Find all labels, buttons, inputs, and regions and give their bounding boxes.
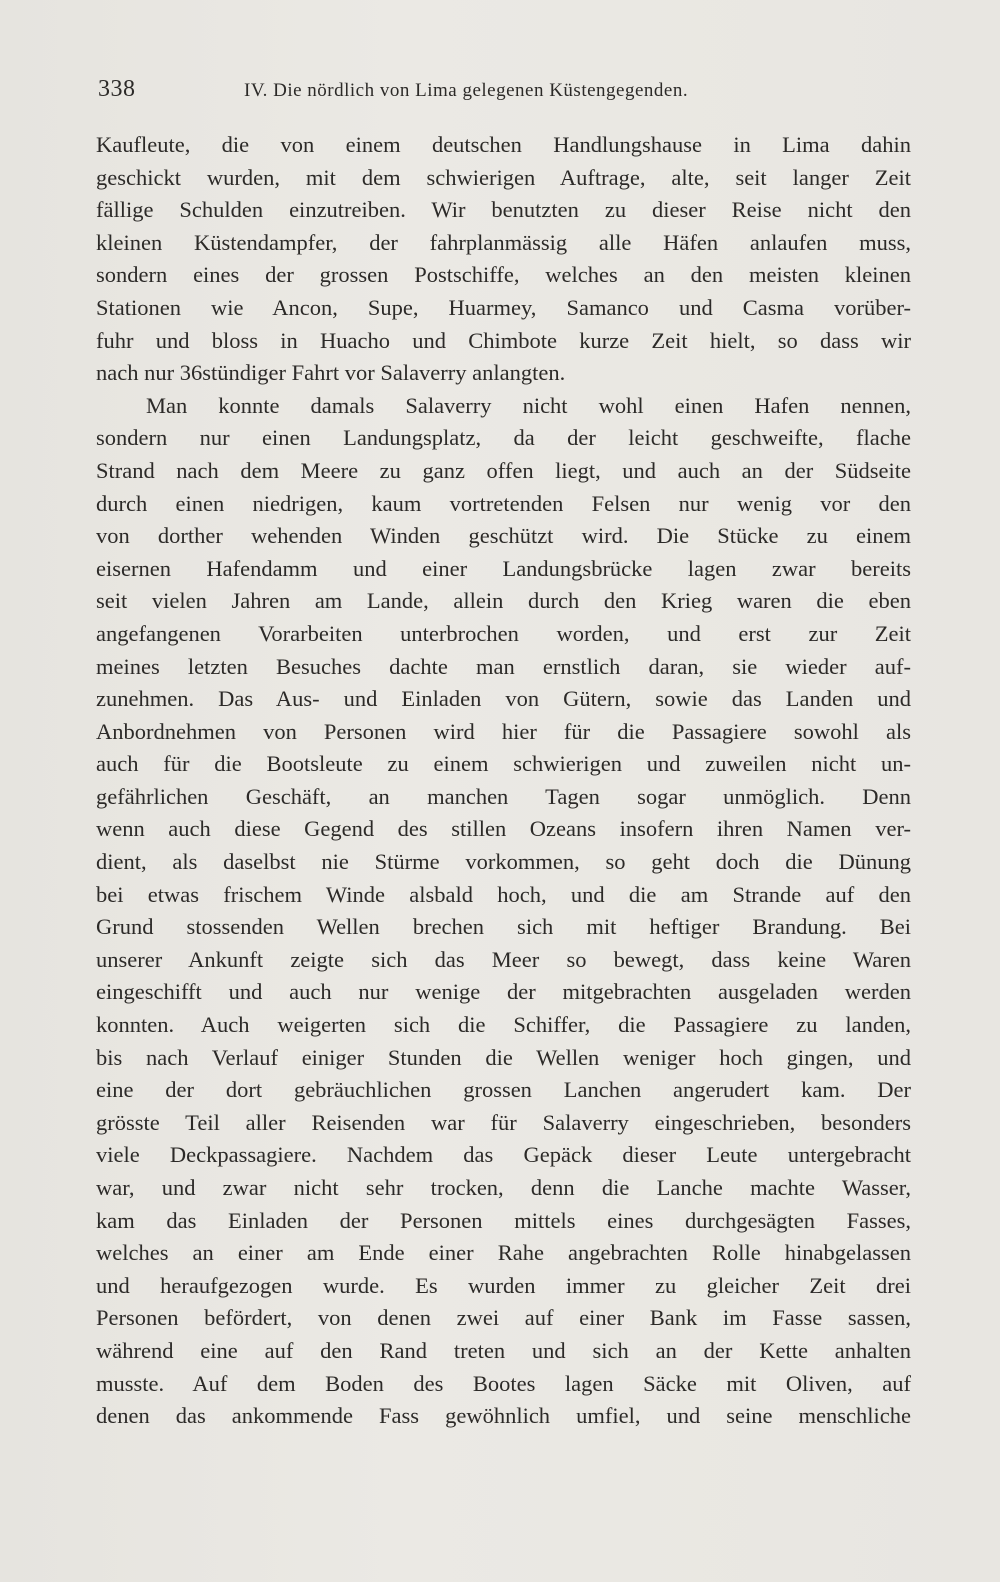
text-line: sondern nur einen Landungsplatz, da der leicht geschweifte, flache	[96, 425, 911, 451]
text-line: eingeschifft und auch nur wenige der mitgebrachten ausgeladen werden	[96, 979, 911, 1005]
text-line: denen das ankommende Fass gewöhnlich umfiel, und seine menschliche	[96, 1403, 911, 1429]
text-line: Anbordnehmen von Personen wird hier für die Passagiere sowohl als	[96, 718, 911, 744]
text-line: fällige Schulden einzutreiben. Wir benutzten zu dieser Reise nicht den	[96, 197, 911, 223]
text-line: fuhr und bloss in Huacho und Chimbote kurze Zeit hielt, so dass wir	[96, 327, 911, 353]
text-line: meines letzten Besuches dachte man ernstlich daran, sie wieder auf-	[96, 653, 911, 679]
text-line: Grund stossenden Wellen brechen sich mit heftiger Brandung. Bei	[96, 914, 911, 940]
text-line: nach nur 36stündiger Fahrt vor Salaverry anlangten.	[96, 360, 566, 386]
text-line: konnten. Auch weigerten sich die Schiffer, die Passagiere zu landen,	[96, 1012, 911, 1038]
text-line: von dorther wehenden Winden geschützt wird. Die Stücke zu einem	[96, 523, 911, 549]
text-line: auch für die Bootsleute zu einem schwierigen und zuweilen nicht un-	[96, 751, 911, 777]
text-line: grösste Teil aller Reisenden war für Salaverry eingeschrieben, besonders	[96, 1109, 911, 1135]
page-number: 338	[98, 76, 136, 102]
text-line: durch einen niedrigen, kaum vortretenden Felsen nur wenig vor den	[96, 490, 911, 516]
running-title: IV. Die nördlich von Lima gelegenen Küstengegenden.	[244, 80, 689, 101]
body-text	[96, 129, 911, 1433]
text-line: eine der dort gebräuchlichen grossen Lanchen angerudert kam. Der	[96, 1077, 911, 1103]
text-line: war, und zwar nicht sehr trocken, denn die Lanche machte Wasser,	[96, 1175, 911, 1200]
text-line: unserer Ankunft zeigte sich das Meer so bewegt, dass keine Waren	[96, 946, 911, 972]
text-line: bei etwas frischem Winde alsbald hoch, und die am Strande auf den	[96, 881, 911, 907]
text-line: zunehmen. Das Aus- und Einladen von Gütern, sowie das Landen und	[96, 686, 911, 712]
text-line: eisernen Hafendamm und einer Landungsbrücke lagen zwar bereits	[96, 555, 911, 581]
text-line: welches an einer am Ende einer Rahe angebrachten Rolle hinabgelassen	[96, 1240, 911, 1266]
page-header	[98, 70, 908, 110]
text-line: angefangenen Vorarbeiten unterbrochen worden, und erst zur Zeit	[96, 620, 911, 646]
text-line: Kaufleute, die von einem deutschen Handlungshause in Lima dahin	[96, 132, 911, 157]
text-line: kam das Einladen der Personen mittels eines durchgesägten Fasses,	[96, 1207, 911, 1233]
text-line: wenn auch diese Gegend des stillen Ozeans insofern ihren Namen ver-	[96, 816, 911, 842]
text-line: kleinen Küstendampfer, der fahrplanmässig alle Häfen anlaufen muss,	[96, 229, 911, 255]
text-line: sondern eines der grossen Postschiffe, welches an den meisten kleinen	[96, 262, 911, 288]
text-line: viele Deckpassagiere. Nachdem das Gepäck dieser Leute untergebracht	[96, 1142, 911, 1168]
text-line: Stationen wie Ancon, Supe, Huarmey, Samanco und Casma vorüber-	[96, 294, 911, 320]
text-line: während eine auf den Rand treten und sich an der Kette anhalten	[96, 1337, 911, 1363]
text-line: geschickt wurden, mit dem schwierigen Auftrage, alte, seit langer Zeit	[96, 164, 911, 190]
text-line: gefährlichen Geschäft, an manchen Tagen sogar unmöglich. Denn	[96, 783, 911, 809]
text-line: Strand nach dem Meere zu ganz offen liegt, und auch an der Südseite	[96, 457, 911, 483]
text-line: musste. Auf dem Boden des Bootes lagen Säcke mit Oliven, auf	[96, 1370, 911, 1396]
text-line: seit vielen Jahren am Lande, allein durch den Krieg waren die eben	[96, 588, 911, 614]
text-line: bis nach Verlauf einiger Stunden die Wellen weniger hoch gingen, und	[96, 1044, 911, 1070]
text-line: dient, als daselbst nie Stürme vorkommen, so geht doch die Dünung	[96, 849, 911, 875]
text-line: Personen befördert, von denen zwei auf einer Bank im Fasse sassen,	[96, 1305, 911, 1331]
text-line: Man konnte damals Salaverry nicht wohl einen Hafen nennen,	[146, 392, 911, 418]
text-line: und heraufgezogen wurde. Es wurden immer zu gleicher Zeit drei	[96, 1272, 911, 1298]
